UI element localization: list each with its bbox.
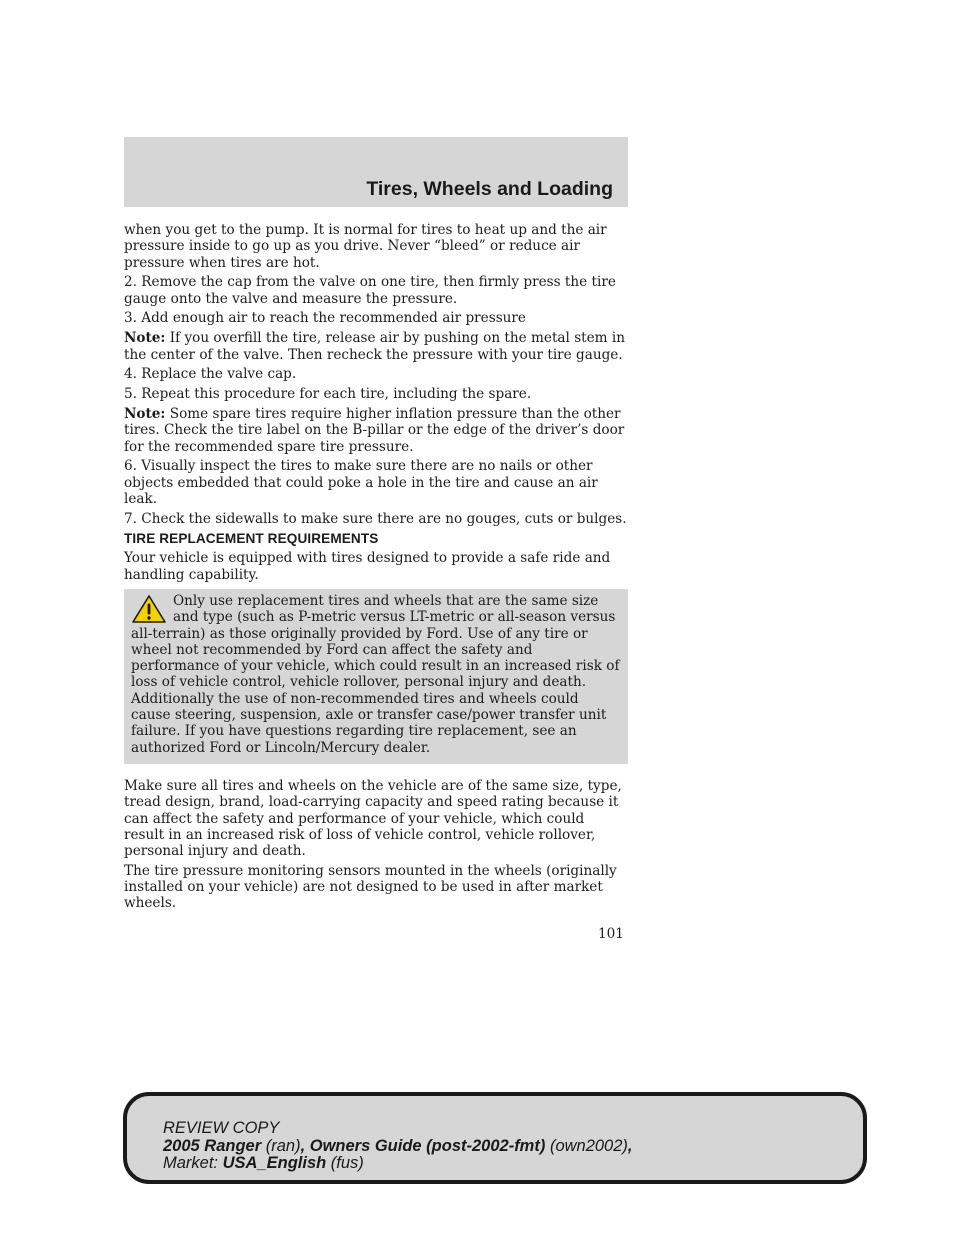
section-header-band [124,137,628,207]
paragraph: The tire pressure monitoring sensors mounted in the wheels (originally installed on your vehicle) are not designed to be used in after market wheels. [124,862,617,912]
note-label: Note: [124,405,166,422]
model-code: (ran) [261,1136,301,1155]
guide-name: , Owners Guide (post-2002-fmt) [300,1136,546,1155]
model-name: 2005 Ranger [163,1136,262,1155]
warning-triangle-icon [131,594,167,624]
paragraph: Make sure all tires and wheels on the vehicle are of the same size, type, tread design, brand, load-carrying capacity and speed rating because it can affect the safety and performance of your vehicle, which could result in an increased risk of loss of vehicle control, vehicle rollover, personal injury and death. [124,777,622,860]
step-5: 5. Repeat this procedure for each tire, including the spare. [124,386,532,403]
step-6: 6. Visually inspect the tires to make sure there are no nails or other objects embedded that could poke a hole in the tire and cause an air leak. [124,458,598,507]
market-name: USA_English [222,1154,327,1172]
guide-code: (own2002) [545,1136,628,1155]
page-body [124,222,628,915]
step-3: 3. Add enough air to reach the recommended air pressure [124,310,526,327]
note-paragraph [124,406,628,455]
market-code: (fus) [326,1154,364,1172]
review-copy-box [123,1092,867,1184]
paragraph: when you get to the pump. It is normal for tires to heat up and the air pressure inside to go up as you drive. Never “bleed” or reduce air pressure when tires are hot. [124,222,607,271]
review-model-line [163,1138,633,1156]
comma: , [627,1136,633,1155]
review-copy-label: REVIEW COPY [163,1119,280,1137]
page-number: 101 [598,926,624,942]
subheading: TIRE REPLACEMENT REQUIREMENTS [124,531,379,547]
note-text: Some spare tires require higher inflation pressure than the other tires. Check the tire label on the B-pillar or the edge of the driver’s door for the recommended spare tire pressure. [124,405,625,455]
warning-box [124,589,628,764]
market-label: Market: [163,1154,223,1172]
warning-text: Only use replacement tires and wheels that are the same size and type (such as P-metric versus LT-metric or all-season versus all-terrain) as those originally provided by Ford. Use of any tire or wheel not recommended by Ford can affect the safety and performance of your vehicle, which could result in an increased risk of loss of vehicle control, vehicle rollover, personal injury and death. Additionally the use of non-recommended tires and wheels could cause steering, suspension, axle or transfer case/power transfer unit failure. If you have questions regarding tire replacement, see an authorized Ford or Lincoln/Mercury dealer. [131,592,620,756]
step-4: 4. Replace the valve cap. [124,366,297,383]
note-text: If you overfill the tire, release air by pushing on the metal stem in the center of the valve. Then recheck the pressure with your tire gauge. [124,330,625,363]
note-label: Note: [124,330,166,347]
note-paragraph [124,330,628,363]
review-copy-text [163,1120,633,1173]
step-2: 2. Remove the cap from the valve on one tire, then firmly press the tire gauge onto the valve and measure the pressure. [124,274,616,307]
intro-paragraph: Your vehicle is equipped with tires designed to provide a safe ride and handling capability. [124,550,611,583]
review-market-line [163,1155,633,1173]
step-7: 7. Check the sidewalls to make sure there are no gouges, cuts or bulges. [124,510,627,527]
section-title: Tires, Wheels and Loading [366,178,613,200]
